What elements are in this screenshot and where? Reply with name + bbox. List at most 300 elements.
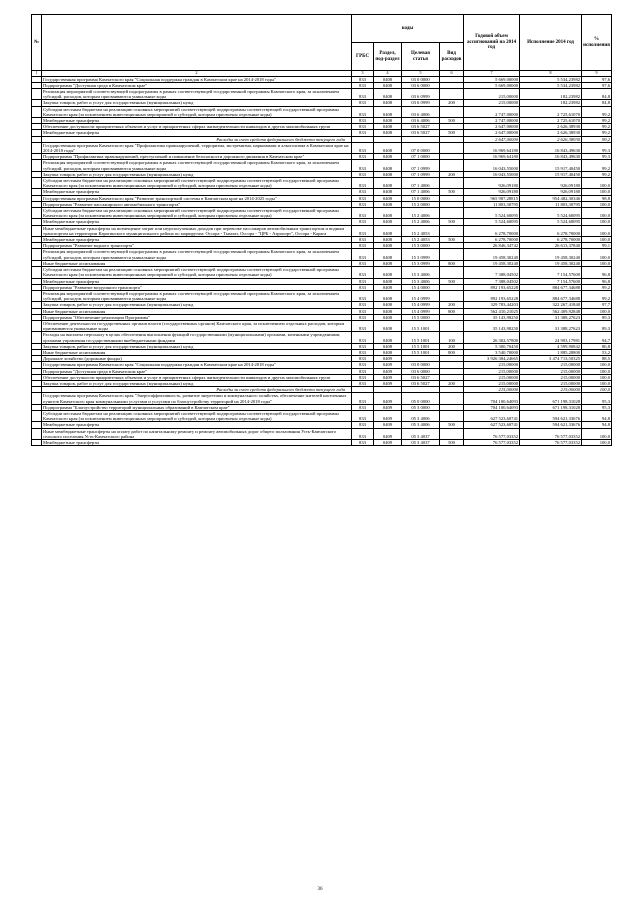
cell-razdel: 0408 [374,106,402,117]
cell-razdel: 0408 [374,201,402,207]
cell-plan: 562 410,21025 [464,308,520,314]
cell-plan: 892 193,65228 [464,284,520,290]
cell-execution: 926,09180 [520,178,582,189]
cell-name: Иные межбюджетные трансферты на возмещение затрат или недополученных доходов при перевозке пассажиров автомобильным транспортом и водным транспортом на территории Карагинского муниципального района по маршрутам: Оссора - Тымлат, Оссора - "ЦРБ - Аэропорт", Оссора - Карага [42,225,352,236]
cell-razdel: 0408 [374,160,402,171]
cell-no [32,208,42,219]
cell-percent: 84,8 [582,89,612,100]
cell-plan: 76 577,03352 [464,439,520,445]
cell-razdel: 0408 [374,314,402,320]
cell-plan: 215,00000 [464,374,520,380]
cell-grbs: 833 [352,393,374,404]
cell-name: Дорожное хозяйство (дорожные фонды) [42,356,352,362]
cell-razdel: 0409 [374,428,402,439]
cell-type: 500 [440,422,464,428]
cell-percent: 53,2 [582,349,612,355]
cell-name: Межбюджетные трансферты [42,439,352,445]
cell-name: Межбюджетные трансферты [42,422,352,428]
cell-no [32,142,42,153]
cell-razdel: 0408 [374,349,402,355]
cell-percent: 100,0 [582,439,612,445]
cell-target: 07 1 0999 [402,160,440,171]
cell-target: 15 2 4053 [402,225,440,236]
cell-name: Закупка товаров, работ и услуг для государственных (муниципальных) нужд [42,100,352,106]
cell-type [440,410,464,421]
cell-execution: 215,00000 [520,387,582,393]
cell-razdel: 0408 [374,142,402,153]
cell-razdel: 0408 [374,100,402,106]
cell-execution: 2 725,61070 [520,118,582,124]
cell-type: 500 [440,130,464,136]
cell-type [440,267,464,278]
cell-plan: 215,00000 [464,362,520,368]
cell-execution: 884 677,34688 [520,290,582,301]
cell-target: 03 6 5027 [402,380,440,386]
cell-plan: 7 388,04502 [464,278,520,284]
cell-percent: 99,2 [582,136,612,142]
header-plan: Годовой объем ассигнований на 2014 год [464,15,520,71]
cell-razdel: 0408 [374,284,402,290]
cell-grbs: 833 [352,368,374,374]
cell-percent: 99,2 [582,160,612,171]
cell-name: Реализация мероприятий соответствующей подпрограммы в рамках соответствующей государственной программы Камчатского края, за исключением субсидий, расходов, которым присваиваются уникальные коды [42,249,352,260]
cell-type [440,225,464,236]
cell-grbs: 833 [352,374,374,380]
cell-type [440,208,464,219]
cell-execution: 215,00000 [520,380,582,386]
cell-plan: 926,09180 [464,178,520,189]
cell-name: Закупка товаров, работ и услуг для государственных (муниципальных) нужд [42,171,352,177]
cell-target: 05 3 4037 [402,439,440,445]
table-row [32,267,612,278]
cell-name: Межбюджетные трансферты [42,219,352,225]
cell-grbs: 833 [352,380,374,386]
cell-name: Подпрограмма "Развитие воздушного транспорта" [42,284,352,290]
index-cell: 1 [32,71,42,77]
index-cell: 6 [440,71,464,77]
cell-name: Иные бюджетные ассигнования [42,349,352,355]
cell-razdel: 0408 [374,260,402,266]
cell-grbs: 833 [352,343,374,349]
header-target: Целевая статья [402,43,440,71]
cell-razdel: 0408 [374,332,402,343]
cell-name: Субсидии местным бюджетам на реализацию основных мероприятий соответствующей подпрограммы соответствующей государственной программы Камчатского края (за исключением инвестиционных мероприятий и субсидий, которым присвоены отдельные коды) [42,178,352,189]
cell-type [440,428,464,439]
cell-target: 03 6 0999 [402,100,440,106]
cell-no [32,393,42,404]
cell-percent: 97,6 [582,82,612,88]
cell-razdel: 0408 [374,308,402,314]
cell-name: Расходы на выплаты персоналу в целях обеспечения выполнения функций государственными (муниципальными) органами, казенными учреждениями, органами управления государственными внебюджетными фондами [42,332,352,343]
cell-execution: 16 843,49630 [520,142,582,153]
cell-execution: 562 409,92848 [520,308,582,314]
cell-execution: 5 524,60095 [520,219,582,225]
header-percent: % исполнения [582,15,612,71]
cell-plan: 16 969,64180 [464,154,520,160]
cell-plan: 215,00000 [464,368,520,374]
cell-plan: 16 043,55000 [464,171,520,177]
cell-execution: 2 626,38930 [520,124,582,130]
cell-razdel: 0408 [374,195,402,201]
index-cell: 2 [42,71,352,77]
cell-name: Закупка товаров, работ и услуг для государственных (муниципальных) нужд [42,380,352,386]
cell-name: Расходы за счет средств федерального бюджета текущего года [42,387,352,393]
cell-execution: 5 524,60095 [520,208,582,219]
cell-razdel: 0408 [374,267,402,278]
cell-name: Государственная программа Камчатского края "Социальная поддержка граждан в Камчатском крае на 2014-2018 годы" [42,76,352,82]
cell-execution: 2 725,61070 [520,106,582,117]
table-row [32,249,612,260]
cell-execution: 594 621,33676 [520,410,582,421]
cell-plan: 3 540,70000 [464,349,520,355]
cell-type [440,106,464,117]
cell-name: Обеспечение доступности приоритетных объектов и услуг в приоритетных сферах жизнедеятельности инвалидов и других маломобильных групп [42,374,352,380]
cell-execution: 15 917,40450 [520,171,582,177]
cell-percent: 84,8 [582,100,612,106]
cell-name: Субсидии местным бюджетам на реализацию основных мероприятий соответствующей подпрограммы соответствующей государственной программы Камчатского края (за исключением инвестиционных мероприятий и субсидий, которым присвоены отдельные коды) [42,267,352,278]
cell-type [440,142,464,153]
cell-execution: 215,00000 [520,368,582,374]
cell-no [32,225,42,236]
cell-target: 07 1 0999 [402,171,440,177]
cell-percent: 96,8 [582,267,612,278]
cell-target: 05 3 4006 [402,410,440,421]
cell-plan: 5 669,00000 [464,82,520,88]
cell-execution: 24 903,17981 [520,332,582,343]
header-no: № [32,15,42,71]
cell-type: 200 [440,100,464,106]
cell-plan: 2 747,00000 [464,106,520,117]
cell-grbs: 833 [352,189,374,195]
cell-type [440,393,464,404]
cell-percent: 95,3 [582,404,612,410]
cell-percent: 95,3 [582,393,612,404]
cell-razdel: 0408 [374,343,402,349]
cell-percent: 86,8 [582,343,612,349]
cell-target: 15 4 0999 [402,302,440,308]
cell-target: 15 5 1001 [402,320,440,331]
header-row-1 [32,15,612,43]
cell-grbs: 833 [352,314,374,320]
cell-execution: 5 534,23982 [520,76,582,82]
table-row [32,142,612,153]
cell-grbs: 833 [352,219,374,225]
table-row [32,439,612,445]
cell-razdel: 0408 [374,124,402,130]
cell-name: Подпрограмма "Профилактика правонарушений, преступлений и повышение безопасности дорожного движения в Камчатском крае" [42,154,352,160]
cell-percent: 94,8 [582,422,612,428]
cell-grbs: 833 [352,82,374,88]
cell-no [32,106,42,117]
cell-target: 03 6 4006 [402,106,440,117]
header-type: Вид расходов [440,43,464,71]
cell-name: Межбюджетные трансферты [42,237,352,243]
cell-execution: 182,23982 [520,89,582,100]
cell-razdel: 0409 [374,422,402,428]
cell-target: 15 5 0000 [402,314,440,320]
table-row [32,160,612,171]
cell-percent: 99,2 [582,284,612,290]
cell-percent: 99,2 [582,118,612,124]
cell-name: Государственная программа Камчатского края "Развитие транспортной системы в Камчатском крае на 2014-2025 годы" [42,195,352,201]
cell-target: 15 3 0000 [402,243,440,249]
cell-grbs: 833 [352,171,374,177]
cell-execution: 15 917,40450 [520,160,582,171]
cell-percent: 100,0 [582,225,612,236]
cell-plan: 5 524,60095 [464,219,520,225]
cell-razdel: 0409 [374,362,402,368]
cell-grbs: 833 [352,320,374,331]
cell-name: Иные бюджетные ассигнования [42,308,352,314]
cell-percent: 100,0 [582,308,612,314]
cell-razdel: 0408 [374,237,402,243]
cell-plan: 5 524,60095 [464,208,520,219]
index-cell: 8 [520,71,582,77]
cell-type: 200 [440,343,464,349]
document-page [31,14,611,446]
cell-plan: 329 783,44203 [464,302,520,308]
cell-plan: 5 300,70450 [464,343,520,349]
cell-name: Межбюджетные трансферты [42,130,352,136]
cell-grbs: 833 [352,106,374,117]
table-row [32,290,612,301]
cell-plan: 19 458,30240 [464,260,520,266]
cell-target: 15 2 4006 [402,208,440,219]
table-row [32,178,612,189]
cell-target: 07 1 4006 [402,178,440,189]
cell-execution: 2 626,38930 [520,136,582,142]
index-cell: 5 [402,71,440,77]
cell-target: 03 6 0000 [402,82,440,88]
cell-target: 07 1 0000 [402,154,440,160]
cell-percent: 100,0 [582,189,612,195]
cell-percent: 89,3 [582,320,612,331]
cell-execution: 215,00000 [520,374,582,380]
cell-target: 03 6 5027 [402,124,440,130]
cell-type [440,89,464,100]
cell-plan: 627 523,60741 [464,422,520,428]
cell-execution: 26 613,37840 [520,243,582,249]
cell-target: 03 0 0000 [402,76,440,82]
cell-grbs: 833 [352,243,374,249]
cell-grbs: 833 [352,225,374,236]
cell-razdel: 0408 [374,178,402,189]
cell-grbs: 833 [352,349,374,355]
cell-name: Государственная программа Камчатского края "Энергоэффективность, развитие энергетики и коммунального хозяйства, обеспечение жителей населенных пунктов Камчатского края коммунальными услугами и услугами по благоустройству территорий на 2014-2018 годы" [42,393,352,404]
cell-no [32,320,42,331]
cell-percent: 100,0 [582,380,612,386]
cell-no [32,160,42,171]
cell-razdel: 0408 [374,219,402,225]
cell-target: 03 6 0000 [402,368,440,374]
cell-percent: 100,0 [582,208,612,219]
cell-plan: 2 747,00000 [464,118,520,124]
cell-no [32,439,42,445]
cell-plan: 627 523,60741 [464,410,520,421]
cell-percent: 100,0 [582,237,612,243]
cell-plan: 965 987,28815 [464,195,520,201]
cell-percent: 99,2 [582,290,612,301]
cell-target: 15 3 0999 [402,249,440,260]
cell-percent: 100,0 [582,178,612,189]
cell-target: 15 5 1001 [402,332,440,343]
cell-no [32,178,42,189]
cell-target: 15 4 0999 [402,290,440,301]
cell-name: Субсидии местным бюджетам на реализацию основных мероприятий соответствующей подпрограммы соответствующей государственной программы Камчатского края (за исключением инвестиционных мероприятий и субсидий, которым присвоены отдельные коды) [42,410,352,421]
cell-razdel: 0408 [374,320,402,331]
cell-percent: 100,0 [582,374,612,380]
cell-razdel: 0408 [374,278,402,284]
page-number: 36 [317,887,323,892]
cell-execution: 76 577,03352 [520,439,582,445]
cell-execution: 594 621,33676 [520,422,582,428]
header-codes: коды [352,15,464,43]
cell-percent: 99,3 [582,142,612,153]
cell-percent: 96,8 [582,278,612,284]
cell-target: 05 3 4037 [402,428,440,439]
cell-target: 15 2 0000 [402,201,440,207]
cell-plan: 26 846,34742 [464,243,520,249]
cell-razdel: 0409 [374,393,402,404]
cell-target: 15 3 0999 [402,260,440,266]
cell-percent: 97,6 [582,76,612,82]
cell-grbs: 833 [352,278,374,284]
cell-name: Субсидии местным бюджетам на реализацию основных мероприятий соответствующей подпрограммы соответствующей государственной программы Камчатского края (за исключением инвестиционных мероприятий и субсидий, которым присвоены отдельные коды) [42,208,352,219]
cell-razdel: 0409 [374,380,402,386]
cell-name: Межбюджетные трансферты [42,189,352,195]
cell-plan: 35 143,98250 [464,320,520,331]
cell-execution: 926,09180 [520,189,582,195]
cell-razdel: 0408 [374,302,402,308]
cell-percent: 99,1 [582,243,612,249]
cell-name: Межбюджетные трансферты [42,278,352,284]
cell-no [32,290,42,301]
cell-execution: 884 677,34688 [520,284,582,290]
cell-percent: 99,2 [582,106,612,117]
cell-grbs: 833 [352,208,374,219]
cell-percent: 100,0 [582,387,612,393]
cell-target: 15 4 0999 [402,308,440,314]
cell-target: 15 5 1001 [402,349,440,355]
cell-plan: 6 278,70000 [464,237,520,243]
cell-target: 15 0 0000 [402,195,440,201]
cell-percent: 100,0 [582,428,612,439]
cell-type: 200 [440,302,464,308]
cell-execution: 7 154,57600 [520,267,582,278]
cell-razdel: 0408 [374,82,402,88]
table-row [32,393,612,404]
cell-percent: 94,7 [582,332,612,343]
cell-grbs: 833 [352,422,374,428]
cell-percent: 88,5 [582,356,612,362]
cell-name: Реализация мероприятий соответствующей подпрограммы в рамках соответствующей государственной программы Камчатского края, за исключением субсидий, расходов, которым присваиваются уникальные коды [42,290,352,301]
cell-name: Подпрограмма "Развитие водного транспорта" [42,243,352,249]
table-row [32,320,612,331]
cell-no [32,249,42,260]
cell-target: 03 6 5027 [402,130,440,136]
cell-percent: 100,0 [582,362,612,368]
cell-name: Закупка товаров, работ и услуг для государственных (муниципальных) нужд [42,343,352,349]
cell-grbs: 833 [352,178,374,189]
cell-plan: 892 193,65228 [464,290,520,301]
cell-percent: 99,2 [582,171,612,177]
table-row [32,89,612,100]
cell-plan: 11 803,30795 [464,201,520,207]
cell-target: 15 3 4006 [402,278,440,284]
cell-razdel: 0409 [374,439,402,445]
cell-plan: 215,00000 [464,89,520,100]
cell-execution: 1 885,28800 [520,349,582,355]
cell-plan: 704 100,64093 [464,404,520,410]
cell-plan: 215,00000 [464,380,520,386]
cell-name: Подпрограмма "Доступная среда в Камчатском крае" [42,368,352,374]
cell-execution: 2 626,38930 [520,130,582,136]
cell-name: Реализация мероприятий соответствующей подпрограммы в рамках соответствующей государственной программы Камчатского края, за исключением субсидий, расходов, которым присваиваются уникальные коды [42,160,352,171]
cell-execution: 31 388,27623 [520,314,582,320]
cell-target: 03 6 4006 [402,118,440,124]
table-row [32,106,612,117]
cell-grbs: 833 [352,260,374,266]
cell-razdel: 0409 [374,356,402,362]
cell-type: 500 [440,237,464,243]
cell-no [32,428,42,439]
cell-execution: 16 843,49630 [520,154,582,160]
cell-target: 15 3 4006 [402,267,440,278]
cell-grbs: 833 [352,89,374,100]
cell-percent: 99,3 [582,154,612,160]
cell-execution: 671 198,31028 [520,404,582,410]
cell-execution: 322 267,41840 [520,302,582,308]
cell-plan: 704 100,64093 [464,393,520,404]
cell-percent: 100,0 [582,219,612,225]
cell-razdel: 0408 [374,243,402,249]
cell-name: Подпрограмма "Доступная среда в Камчатском крае" [42,82,352,88]
cell-name: Иные межбюджетные трансферты на оплату работ по капитальному ремонту и ремонту автомобильных дорог общего пользования Усть-Камчатского сельского поселения Усть-Камчатского района [42,428,352,439]
cell-target: 05 3 4006 [402,422,440,428]
cell-plan: 2 647,00000 [464,130,520,136]
cell-razdel: 0408 [374,89,402,100]
cell-type: 800 [440,308,464,314]
cell-name: Государственная программа Камчатского края "Социальная поддержка граждан в Камчатском крае на 2014-2018 годы" [42,362,352,368]
cell-type [440,320,464,331]
header-name [42,15,352,71]
cell-target: 03 6 5027 [402,374,440,380]
cell-grbs: 833 [352,237,374,243]
cell-plan: 3 926 384,24665 [464,356,520,362]
cell-execution: 11 803,30795 [520,201,582,207]
cell-grbs: 833 [352,290,374,301]
cell-execution: 19 458,30240 [520,260,582,266]
cell-execution: 31 388,27623 [520,320,582,331]
header-execution: Исполнение 2014 год [520,15,582,71]
table-row [32,332,612,343]
cell-target: 03 0 0000 [402,362,440,368]
cell-type: 500 [440,118,464,124]
table-row [32,208,612,219]
cell-plan: 35 143,98250 [464,314,520,320]
cell-plan: 19 458,30240 [464,249,520,260]
cell-type: 500 [440,278,464,284]
cell-name: Обеспечение деятельности государственных органов власти (государственных органов) Камчатского края, за исключением отдельных расходов, которым присваиваются уникальные коды [42,320,352,331]
cell-grbs: 833 [352,100,374,106]
cell-razdel: 0409 [374,410,402,421]
cell-plan: 26 302,57800 [464,332,520,343]
cell-grbs: 833 [352,142,374,153]
cell-target: 15 2 4006 [402,219,440,225]
cell-name: Подпрограмма "Развитие пассажирского автомобильного транспорта" [42,201,352,207]
cell-target: 15 5 1001 [402,343,440,349]
cell-percent: 100,0 [582,368,612,374]
